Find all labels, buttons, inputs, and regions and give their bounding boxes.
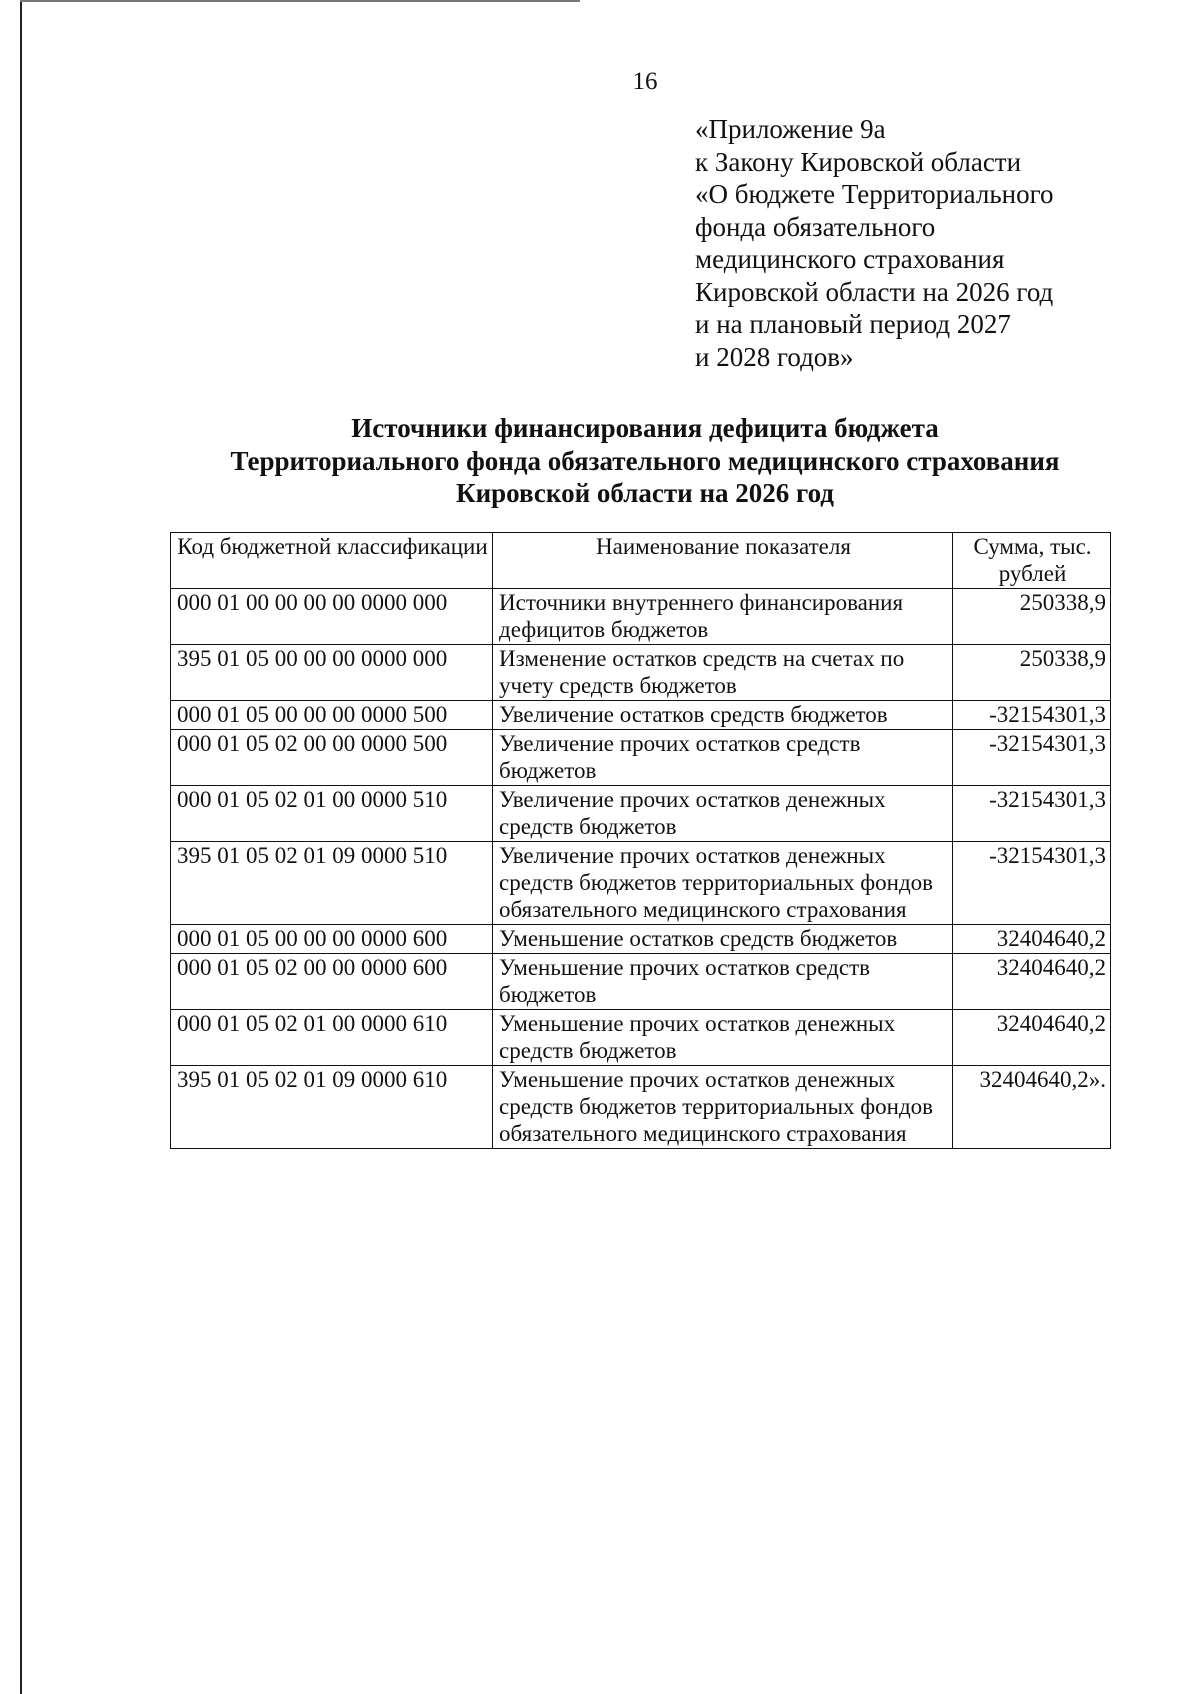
header-sum: Сумма, тыс. рублей xyxy=(953,533,1111,589)
cell-name: Увеличение остатков средств бюджетов xyxy=(493,701,953,730)
table-row xyxy=(171,786,1111,842)
appendix-line: и на плановый период 2027 xyxy=(695,309,1011,339)
cell-name: Увеличение прочих остатков денежных средств бюджетов xyxy=(493,786,953,842)
cell-code: 000 01 05 00 00 00 0000 500 xyxy=(171,701,493,730)
title-line: Территориального фонда обязательного медицинского страхования xyxy=(230,445,1060,476)
table-row xyxy=(171,645,1111,701)
cell-name: Уменьшение прочих остатков денежных средств бюджетов xyxy=(493,1010,953,1066)
cell-name: Источники внутреннего финансирования дефицитов бюджетов xyxy=(493,589,953,645)
cell-sum: -32154301,3 xyxy=(953,786,1111,842)
cell-code: 000 01 05 02 01 00 0000 610 xyxy=(171,1010,493,1066)
table-row xyxy=(171,1010,1111,1066)
page-number: 16 xyxy=(632,68,658,95)
appendix-line: «Приложение 9а xyxy=(695,114,886,144)
cell-sum: 250338,9 xyxy=(953,645,1111,701)
cell-sum: 32404640,2 xyxy=(953,925,1111,954)
header-name: Наименование показателя xyxy=(493,533,953,589)
cell-name: Изменение остатков средств на счетах по учету средств бюджетов xyxy=(493,645,953,701)
table-row xyxy=(171,701,1111,730)
cell-sum: 32404640,2 xyxy=(953,1010,1111,1066)
cell-code: 000 01 05 02 00 00 0000 600 xyxy=(171,954,493,1010)
table-row xyxy=(171,842,1111,925)
page-edge-left xyxy=(20,0,22,1694)
table-row xyxy=(171,589,1111,645)
appendix-line: и 2028 годов» xyxy=(695,341,854,372)
table-row xyxy=(171,1066,1111,1149)
cell-code: 395 01 05 00 00 00 0000 000 xyxy=(171,645,493,701)
cell-code: 395 01 05 02 01 09 0000 610 xyxy=(171,1066,493,1149)
appendix-note xyxy=(695,113,1054,373)
table-row xyxy=(171,730,1111,786)
page-edge-top xyxy=(20,0,580,2)
appendix-line: Кировской области на 2026 год xyxy=(695,276,1054,307)
table-row xyxy=(171,925,1111,954)
cell-code: 000 01 05 00 00 00 0000 600 xyxy=(171,925,493,954)
table-row xyxy=(171,954,1111,1010)
cell-sum: 250338,9 xyxy=(953,589,1111,645)
cell-name: Увеличение прочих остатков денежных средств бюджетов территориальных фондов обязательного медицинского страхования xyxy=(493,842,953,925)
cell-name: Увеличение прочих остатков средств бюджетов xyxy=(493,730,953,786)
cell-sum: 32404640,2». xyxy=(953,1066,1111,1149)
cell-sum: -32154301,3 xyxy=(953,842,1111,925)
cell-sum: 32404640,2 xyxy=(953,954,1111,1010)
cell-name: Уменьшение прочих остатков средств бюджетов xyxy=(493,954,953,1010)
table-header-row xyxy=(171,533,1111,589)
header-code: Код бюджетной классификации xyxy=(171,533,493,589)
cell-code: 000 01 05 02 00 00 0000 500 xyxy=(171,730,493,786)
cell-sum: -32154301,3 xyxy=(953,730,1111,786)
cell-code: 395 01 05 02 01 09 0000 510 xyxy=(171,842,493,925)
cell-name: Уменьшение прочих остатков денежных средств бюджетов территориальных фондов обязательного медицинского страхования xyxy=(493,1066,953,1149)
title-line: Источники финансирования дефицита бюджета xyxy=(351,413,939,443)
appendix-line: «О бюджете Территориального xyxy=(695,179,1054,209)
cell-code: 000 01 05 02 01 00 0000 510 xyxy=(171,786,493,842)
document-title xyxy=(0,412,1200,510)
title-line: Кировской области на 2026 год xyxy=(456,478,834,508)
cell-name: Уменьшение остатков средств бюджетов xyxy=(493,925,953,954)
cell-sum: -32154301,3 xyxy=(953,701,1111,730)
financing-sources-table xyxy=(170,532,1111,1149)
appendix-line: медицинского страхования xyxy=(695,244,1005,274)
appendix-line: к Закону Кировской области xyxy=(695,146,1022,177)
appendix-line: фонда обязательного xyxy=(695,211,936,242)
cell-code: 000 01 00 00 00 00 0000 000 xyxy=(171,589,493,645)
